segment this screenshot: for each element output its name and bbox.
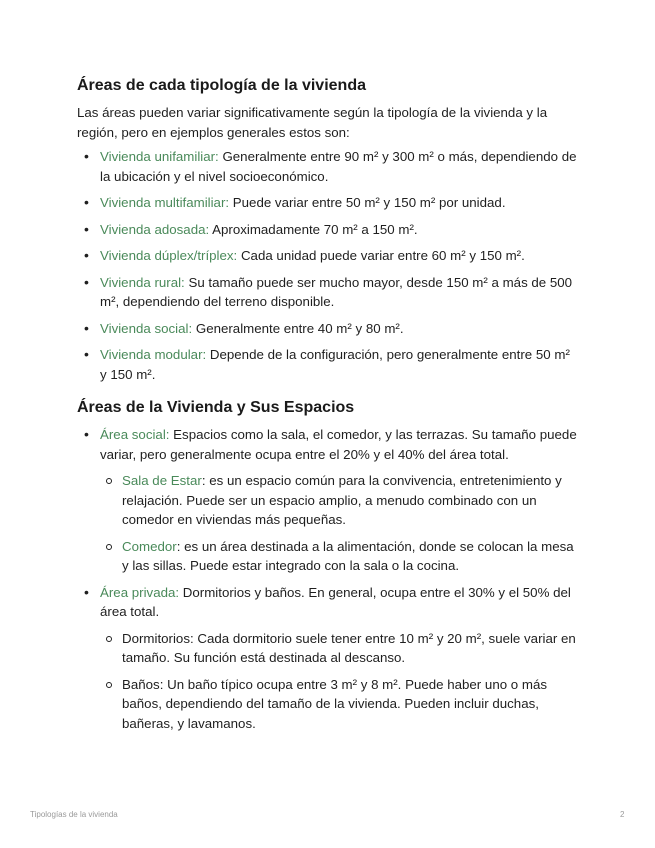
list-item: [77, 220, 577, 240]
sub-item-term: Sala de Estar: [122, 473, 202, 488]
list-item-term: Vivienda social:: [100, 320, 193, 336]
sub-list-item: [100, 537, 577, 576]
list-item: [77, 193, 577, 213]
sub-item-term: Comedor: [122, 538, 177, 554]
list-item-term: Área privada:: [100, 584, 180, 600]
list-item-text: Depende de la configuración, pero generalmente entre 50 m² y 150 m².: [100, 347, 570, 382]
list-item-term: Vivienda adosada:: [100, 221, 210, 237]
sub-list-item: [100, 675, 577, 734]
list-item-text: Cada unidad puede variar entre 60 m² y 150 m².: [237, 248, 525, 263]
section-title-espacios: Áreas de la Vivienda y Sus Espacios: [77, 399, 355, 416]
list-item: [77, 147, 577, 186]
list-item-term: Vivienda multifamiliar:: [100, 195, 230, 210]
list-item-term: Vivienda rural:: [100, 274, 185, 290]
list-item-term: Vivienda dúplex/tríplex:: [100, 248, 238, 263]
list-item-term: Área social:: [100, 427, 170, 442]
list-item-text: Puede variar entre 50 m² y 150 m² por unidad.: [229, 195, 506, 210]
list-item: [77, 319, 577, 339]
list-item-text: Aproximadamente 70 m² a 150 m².: [209, 221, 418, 237]
list-item-text: Espacios como la sala, el comedor, y las terrazas. Su tamaño puede variar, pero generalmente ocupa entre el 20% y el 40% del área total.: [100, 427, 577, 462]
list-item-term: Vivienda unifamiliar:: [100, 149, 219, 164]
sub-item-text: Baños: Un baño típico ocupa entre 3 m² y 8 m². Puede haber uno o más baños, dependiendo del tamaño de la vivienda. Pueden incluir duchas, bañeras, y lavamanos.: [122, 676, 548, 731]
list-item: [77, 583, 577, 734]
list-item-text: Generalmente entre 40 m² y 80 m².: [192, 320, 404, 336]
espacios-list: [77, 425, 577, 733]
intro-paragraph: Las áreas pueden variar significativamente según la tipología de la vivienda y la región, pero en ejemplos generales estos son:: [77, 105, 548, 140]
sub-item-text: : es un área destinada a la alimentación, donde se colocan la mesa y las sillas. Puede estar integrado con la sala o la cocina.: [122, 538, 574, 573]
list-item: [77, 246, 577, 266]
list-item-text: Su tamaño puede ser mucho mayor, desde 150 m² a más de 500 m², dependiendo del terreno disponible.: [100, 274, 573, 309]
list-item: [77, 273, 577, 312]
list-item-term: Vivienda modular:: [100, 347, 207, 362]
document-body: [77, 76, 577, 740]
sub-list-item: [100, 471, 577, 530]
sub-item-text: : es un espacio común para la convivencia, entretenimiento y relajación. Puede ser un espacio amplio, a menudo combinado con un comedor en viviendas más pequeñas.: [122, 473, 562, 527]
list-item-text: Generalmente entre 90 m² y 300 m² o más, dependiendo de la ubicación y el nivel socioeconómico.: [100, 149, 577, 184]
sub-list-item: [100, 629, 577, 668]
section-title-tipologias: Áreas de cada tipología de la vivienda: [77, 77, 366, 94]
sub-list: [100, 629, 577, 734]
tipologias-list: [77, 147, 577, 384]
sub-list: [100, 471, 577, 576]
footer-page-number: 2: [620, 810, 625, 819]
list-item: [77, 345, 577, 384]
list-item: [77, 425, 577, 576]
footer-doc-title: Tipologías de la vivienda: [30, 810, 118, 819]
sub-item-text: Dormitorios: Cada dormitorio suele tener entre 10 m² y 20 m², suele variar en tamaño. Su función está destinada al descanso.: [122, 630, 576, 665]
list-item-text: Dormitorios y baños. En general, ocupa entre el 30% y el 50% del área total.: [100, 584, 571, 619]
